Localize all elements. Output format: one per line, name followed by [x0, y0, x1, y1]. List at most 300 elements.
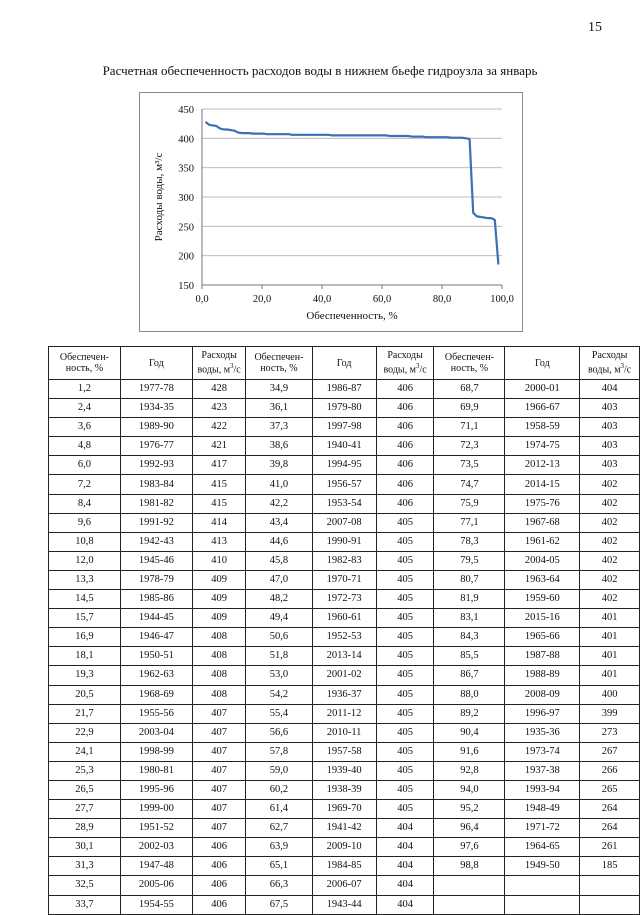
table-body	[49, 380, 640, 915]
table-cell: 185	[580, 857, 640, 876]
table-cell: 399	[580, 704, 640, 723]
table-cell: 405	[376, 800, 434, 819]
table-cell: 405	[376, 647, 434, 666]
table-cell: 406	[193, 876, 246, 895]
table-cell: 57,8	[246, 742, 312, 761]
table-cell: 404	[376, 838, 434, 857]
table-cell: 1993-94	[505, 780, 580, 799]
table-cell: 1935-36	[505, 723, 580, 742]
table-cell: 1992-93	[120, 456, 192, 475]
table-cell	[580, 876, 640, 895]
column-header: Расходы воды, $м^3/с$	[376, 347, 434, 380]
column-header: Расходы воды, $м^3/с$	[193, 347, 246, 380]
table-cell: 53,0	[246, 666, 312, 685]
table-cell: 1979-80	[312, 399, 376, 418]
table-cell: 56,6	[246, 723, 312, 742]
table-cell: 1956-57	[312, 475, 376, 494]
table-cell: 41,0	[246, 475, 312, 494]
table-cell: 406	[376, 418, 434, 437]
table-cell: 408	[193, 666, 246, 685]
table-cell: 400	[580, 685, 640, 704]
table-cell: 407	[193, 819, 246, 838]
table-row	[49, 647, 640, 666]
table-cell: 407	[193, 723, 246, 742]
table-cell: 62,7	[246, 819, 312, 838]
column-header: Год	[120, 347, 192, 380]
table-cell: 95,2	[434, 800, 505, 819]
table-cell: 402	[580, 551, 640, 570]
table-cell: 404	[376, 819, 434, 838]
table-row	[49, 819, 640, 838]
table-cell: 402	[580, 513, 640, 532]
table-cell: 405	[376, 513, 434, 532]
table-cell: 88,0	[434, 685, 505, 704]
table-cell: 1963-64	[505, 570, 580, 589]
table-cell: 31,3	[49, 857, 121, 876]
table-cell: 1970-71	[312, 570, 376, 589]
table-cell: 2003-04	[120, 723, 192, 742]
table-cell: 1960-61	[312, 609, 376, 628]
table-cell: 67,5	[246, 895, 312, 914]
table-cell: 1936-37	[312, 685, 376, 704]
table-cell: 428	[193, 380, 246, 399]
table-cell: 1953-54	[312, 494, 376, 513]
table-cell: 1986-87	[312, 380, 376, 399]
table-cell: 1947-48	[120, 857, 192, 876]
table-cell: 18,1	[49, 647, 121, 666]
table-cell: 97,6	[434, 838, 505, 857]
table-cell: 409	[193, 609, 246, 628]
table-row	[49, 590, 640, 609]
table-cell: 415	[193, 475, 246, 494]
table-cell: 55,4	[246, 704, 312, 723]
column-header: Обеспечен- ность, %	[49, 347, 121, 380]
table-row	[49, 475, 640, 494]
table-cell: 406	[193, 838, 246, 857]
table-cell: 2015-16	[505, 609, 580, 628]
table-cell: 1974-75	[505, 437, 580, 456]
table-cell: 2005-06	[120, 876, 192, 895]
table-cell: 60,2	[246, 780, 312, 799]
table-cell: 421	[193, 437, 246, 456]
table-row	[49, 742, 640, 761]
table-cell: 405	[376, 628, 434, 647]
table-cell: 1938-39	[312, 780, 376, 799]
table-cell: 42,2	[246, 494, 312, 513]
table-row	[49, 494, 640, 513]
table-cell: 49,4	[246, 609, 312, 628]
table-cell: 265	[580, 780, 640, 799]
table-cell: 7,2	[49, 475, 121, 494]
table-cell: 1940-41	[312, 437, 376, 456]
table-cell: 80,7	[434, 570, 505, 589]
table-cell: 1996-97	[505, 704, 580, 723]
table-cell: 1955-56	[120, 704, 192, 723]
column-header: Обеспечен- ность, %	[246, 347, 312, 380]
table-cell: 51,8	[246, 647, 312, 666]
table-cell: 1976-77	[120, 437, 192, 456]
table-cell: 422	[193, 418, 246, 437]
table-row	[49, 857, 640, 876]
table-cell: 79,5	[434, 551, 505, 570]
table-cell: 405	[376, 723, 434, 742]
table-cell: 25,3	[49, 761, 121, 780]
table-cell: 91,6	[434, 742, 505, 761]
table-cell: 44,6	[246, 532, 312, 551]
table-row	[49, 838, 640, 857]
table-row	[49, 513, 640, 532]
table-cell: 75,9	[434, 494, 505, 513]
y-tick-label: 300	[178, 193, 194, 204]
table-cell: 1969-70	[312, 800, 376, 819]
table-cell: 417	[193, 456, 246, 475]
table-cell: 408	[193, 628, 246, 647]
table-cell: 92,8	[434, 761, 505, 780]
table-cell: 1981-82	[120, 494, 192, 513]
column-header: Год	[505, 347, 580, 380]
table-cell: 1962-63	[120, 666, 192, 685]
table-cell: 404	[580, 380, 640, 399]
table-cell: 1945-46	[120, 551, 192, 570]
table-cell: 264	[580, 819, 640, 838]
table-cell: 37,3	[246, 418, 312, 437]
table-cell: 409	[193, 590, 246, 609]
table-cell: 73,5	[434, 456, 505, 475]
table-cell: 1975-76	[505, 494, 580, 513]
table-cell: 1934-35	[120, 399, 192, 418]
table-row	[49, 551, 640, 570]
table-row	[49, 876, 640, 895]
table-cell: 1971-72	[505, 819, 580, 838]
table-row	[49, 723, 640, 742]
table-cell: 24,1	[49, 742, 121, 761]
table-cell: 1966-67	[505, 399, 580, 418]
table-cell: 405	[376, 704, 434, 723]
table-cell: 2013-14	[312, 647, 376, 666]
table-cell: 43,4	[246, 513, 312, 532]
table-cell: 405	[376, 532, 434, 551]
table-cell: 403	[580, 456, 640, 475]
table-cell: 72,3	[434, 437, 505, 456]
table-cell: 27,7	[49, 800, 121, 819]
table-row	[49, 800, 640, 819]
table-cell: 4,8	[49, 437, 121, 456]
table-cell: 414	[193, 513, 246, 532]
table-cell: 1988-89	[505, 666, 580, 685]
table-cell: 2007-08	[312, 513, 376, 532]
table-cell: 22,9	[49, 723, 121, 742]
column-header: Расходы воды, $м^3/с$	[580, 347, 640, 380]
table-cell: 84,3	[434, 628, 505, 647]
table-cell: 1951-52	[120, 819, 192, 838]
table-cell: 405	[376, 590, 434, 609]
table-cell: 1994-95	[312, 456, 376, 475]
table-header-row	[49, 347, 640, 380]
table-cell: 405	[376, 742, 434, 761]
table-cell: 1950-51	[120, 647, 192, 666]
table-row	[49, 570, 640, 589]
table-cell: 10,8	[49, 532, 121, 551]
table-row	[49, 666, 640, 685]
table-cell: 406	[376, 456, 434, 475]
table-row	[49, 685, 640, 704]
table-cell: 402	[580, 532, 640, 551]
table-cell: 413	[193, 532, 246, 551]
table-cell: 406	[376, 399, 434, 418]
table-cell: 85,5	[434, 647, 505, 666]
table-cell: 407	[193, 780, 246, 799]
table-cell: 54,2	[246, 685, 312, 704]
table-cell: 61,4	[246, 800, 312, 819]
column-header: Обеспечен- ность, %	[434, 347, 505, 380]
flow-duration-chart	[140, 93, 522, 331]
table-cell: 59,0	[246, 761, 312, 780]
table-cell: 21,7	[49, 704, 121, 723]
table-cell: 2009-10	[312, 838, 376, 857]
table-cell: 1965-66	[505, 628, 580, 647]
table-cell	[434, 876, 505, 895]
table-cell: 406	[376, 494, 434, 513]
table-cell: 404	[376, 857, 434, 876]
chart-frame	[139, 92, 523, 332]
table-row	[49, 780, 640, 799]
table-cell: 83,1	[434, 609, 505, 628]
table-cell: 267	[580, 742, 640, 761]
x-tick-label: 40,0	[312, 294, 332, 305]
table-row	[49, 761, 640, 780]
table-cell: 405	[376, 551, 434, 570]
x-tick-label: 80,0	[432, 294, 452, 305]
flow-table	[48, 346, 640, 915]
table-cell: 1980-81	[120, 761, 192, 780]
table-cell: 1990-91	[312, 532, 376, 551]
table-cell: 50,6	[246, 628, 312, 647]
table-cell: 32,5	[49, 876, 121, 895]
table-cell: 68,7	[434, 380, 505, 399]
table-cell: 38,6	[246, 437, 312, 456]
table-cell: 65,1	[246, 857, 312, 876]
table-cell: 33,7	[49, 895, 121, 914]
table-cell: 9,6	[49, 513, 121, 532]
table-cell: 34,9	[246, 380, 312, 399]
table-cell: 1939-40	[312, 761, 376, 780]
table-cell: 1973-74	[505, 742, 580, 761]
table-cell: 6,0	[49, 456, 121, 475]
y-tick-label: 250	[178, 222, 194, 234]
table-cell: 407	[193, 761, 246, 780]
table-cell: 90,4	[434, 723, 505, 742]
table-cell: 402	[580, 590, 640, 609]
table-cell: 2014-15	[505, 475, 580, 494]
table-row	[49, 437, 640, 456]
table-row	[49, 532, 640, 551]
table-cell: 47,0	[246, 570, 312, 589]
table-row	[49, 609, 640, 628]
table-cell: 2011-12	[312, 704, 376, 723]
table-cell: 2006-07	[312, 876, 376, 895]
table-row	[49, 628, 640, 647]
table-cell: 1978-79	[120, 570, 192, 589]
table-cell: 1948-49	[505, 800, 580, 819]
table-cell: 2010-11	[312, 723, 376, 742]
table-cell: 1949-50	[505, 857, 580, 876]
table-cell: 1942-43	[120, 532, 192, 551]
y-tick-label: 200	[178, 251, 194, 263]
table-cell: 1995-96	[120, 780, 192, 799]
table-cell: 1937-38	[505, 761, 580, 780]
table-cell: 266	[580, 761, 640, 780]
table-cell: 94,0	[434, 780, 505, 799]
table-cell: 1952-53	[312, 628, 376, 647]
table-cell: 273	[580, 723, 640, 742]
y-tick-label: 350	[178, 163, 194, 175]
table-cell: 402	[580, 570, 640, 589]
table-cell: 69,9	[434, 399, 505, 418]
table-cell: 2002-03	[120, 838, 192, 857]
table-cell: 1968-69	[120, 685, 192, 704]
table-cell: 403	[580, 399, 640, 418]
table-cell: 408	[193, 685, 246, 704]
table-cell: 1943-44	[312, 895, 376, 914]
table-cell: 14,5	[49, 590, 121, 609]
table-cell: 81,9	[434, 590, 505, 609]
table-cell: 1958-59	[505, 418, 580, 437]
table-cell: 13,3	[49, 570, 121, 589]
table-cell: 409	[193, 570, 246, 589]
table-cell: 1998-99	[120, 742, 192, 761]
series-line	[206, 122, 499, 265]
table-row	[49, 418, 640, 437]
table-cell: 74,7	[434, 475, 505, 494]
table-cell: 261	[580, 838, 640, 857]
table-cell: 407	[193, 704, 246, 723]
table-cell: 86,7	[434, 666, 505, 685]
table-cell: 1954-55	[120, 895, 192, 914]
column-header: Год	[312, 347, 376, 380]
table-cell: 1,2	[49, 380, 121, 399]
table-cell: 2000-01	[505, 380, 580, 399]
table-cell: 407	[193, 742, 246, 761]
table-cell: 1985-86	[120, 590, 192, 609]
table-cell: 408	[193, 647, 246, 666]
x-tick-label: 0,0	[195, 294, 209, 305]
table-cell: 30,1	[49, 838, 121, 857]
table-cell: 402	[580, 494, 640, 513]
table-cell: 78,3	[434, 532, 505, 551]
table-cell: 401	[580, 609, 640, 628]
table-cell: 48,2	[246, 590, 312, 609]
table-cell: 1967-68	[505, 513, 580, 532]
table-cell: 405	[376, 761, 434, 780]
x-tick-label: 60,0	[372, 294, 392, 305]
table-cell: 405	[376, 666, 434, 685]
table-cell: 20,5	[49, 685, 121, 704]
table-cell: 1946-47	[120, 628, 192, 647]
table-cell: 410	[193, 551, 246, 570]
table-cell: 45,8	[246, 551, 312, 570]
table-cell: 1959-60	[505, 590, 580, 609]
table-cell: 1982-83	[312, 551, 376, 570]
table-cell: 401	[580, 628, 640, 647]
table-cell: 1999-00	[120, 800, 192, 819]
table-cell: 406	[193, 895, 246, 914]
table-cell: 1961-62	[505, 532, 580, 551]
table-row	[49, 456, 640, 475]
table-cell: 1944-45	[120, 609, 192, 628]
table-cell: 406	[376, 437, 434, 456]
y-tick-label: 400	[178, 134, 194, 146]
table-cell: 405	[376, 685, 434, 704]
table-cell: 1977-78	[120, 380, 192, 399]
table-cell: 405	[376, 570, 434, 589]
table-cell: 401	[580, 666, 640, 685]
x-tick-label: 100,0	[490, 294, 514, 305]
table-cell: 403	[580, 418, 640, 437]
table-cell: 1964-65	[505, 838, 580, 857]
table-cell: 1987-88	[505, 647, 580, 666]
table-cell: 8,4	[49, 494, 121, 513]
table-cell: 406	[376, 380, 434, 399]
table-cell: 406	[193, 857, 246, 876]
table-cell: 1941-42	[312, 819, 376, 838]
table-cell: 264	[580, 800, 640, 819]
table-cell: 39,8	[246, 456, 312, 475]
table-cell: 2012-13	[505, 456, 580, 475]
table-row	[49, 704, 640, 723]
x-tick-label: 20,0	[252, 294, 272, 305]
table-cell: 36,1	[246, 399, 312, 418]
table-cell: 12,0	[49, 551, 121, 570]
page-title: Расчетная обеспеченность расходов воды в нижнем бьефе гидроузла за январь	[102, 63, 538, 78]
table-cell: 406	[376, 475, 434, 494]
table-cell: 19,3	[49, 666, 121, 685]
table-cell: 402	[580, 475, 640, 494]
table-cell: 1984-85	[312, 857, 376, 876]
table-cell: 28,9	[49, 819, 121, 838]
table-cell: 404	[376, 876, 434, 895]
table-cell: 2001-02	[312, 666, 376, 685]
table-cell: 1983-84	[120, 475, 192, 494]
table-cell: 16,9	[49, 628, 121, 647]
table-cell: 1991-92	[120, 513, 192, 532]
table-row	[49, 399, 640, 418]
table-cell: 15,7	[49, 609, 121, 628]
table-cell	[505, 876, 580, 895]
table-cell: 2004-05	[505, 551, 580, 570]
table-cell: 66,3	[246, 876, 312, 895]
x-axis-label: Обеспеченность, %	[306, 310, 398, 322]
table-cell: 1989-90	[120, 418, 192, 437]
table-cell: 1972-73	[312, 590, 376, 609]
table-cell: 2008-09	[505, 685, 580, 704]
table-cell: 77,1	[434, 513, 505, 532]
table-cell: 2,4	[49, 399, 121, 418]
table-cell: 401	[580, 647, 640, 666]
table-cell: 26,5	[49, 780, 121, 799]
table-cell: 96,4	[434, 819, 505, 838]
y-tick-label: 450	[178, 105, 194, 116]
table-cell: 98,8	[434, 857, 505, 876]
y-axis-label: Расходы воды, м³/с	[153, 152, 165, 242]
table-cell: 415	[193, 494, 246, 513]
y-tick-label: 150	[178, 281, 194, 292]
table-cell: 1997-98	[312, 418, 376, 437]
table-cell: 423	[193, 399, 246, 418]
table-cell: 3,6	[49, 418, 121, 437]
table-cell: 407	[193, 800, 246, 819]
table-cell: 405	[376, 780, 434, 799]
table-cell: 71,1	[434, 418, 505, 437]
